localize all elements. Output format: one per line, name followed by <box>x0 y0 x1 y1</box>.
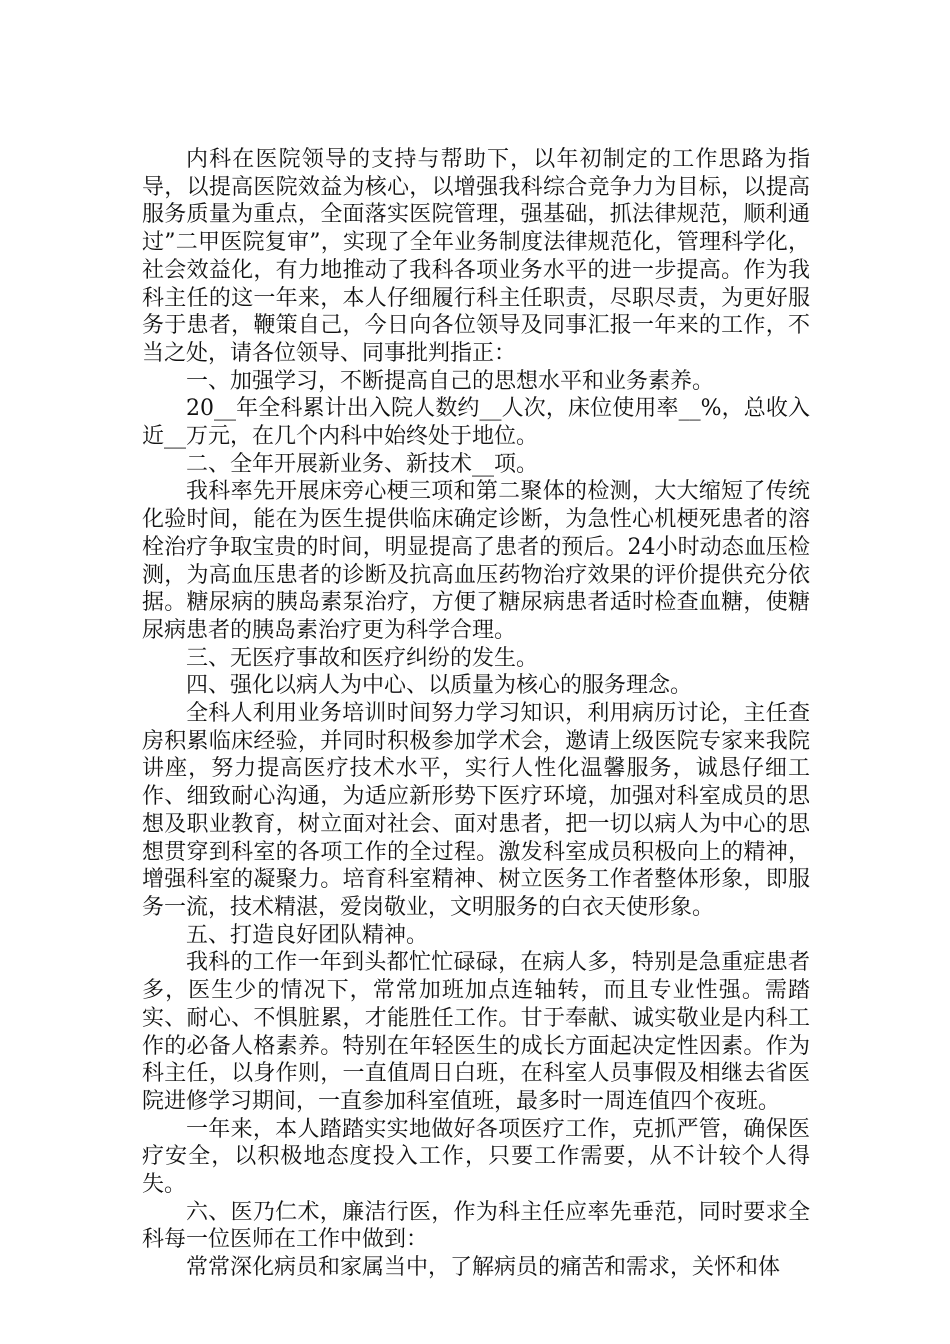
heading-section-5: 五、打造良好团队精神。 <box>186 922 429 948</box>
heading-section-3: 三、无医疗事故和医疗纠纷的发生。 <box>186 645 539 671</box>
paragraph-intro: 内科在医院领导的支持与帮助下，以年初制定的工作思路为指导，以提高医院效益为核心，以增强我科综合竞争力为目标，以提高服务质量为重点，全面落实医院管理，强基础，抓法律规范，顺利通过”二甲医院复审”，实现了全年业务制度法律规范化，管理科学化，社会效益化，有力地推动了我科各项业务水平的进一步提高。作为我科主任的这一年来，本人仔细履行科主任职责，尽职尽责，为更好服务于患者，鞭策自己，今日向各位领导及同事汇报一年来的工作，不当之处，请各位领导、同事批判指正： <box>142 147 810 366</box>
paragraph-patient-care: 常常深化病员和家属当中，了解病员的痛苦和需求，关怀和体 <box>186 1255 781 1281</box>
paragraph-year-summary: 一年来，本人踏踏实实地做好各项医疗工作，克抓严管，确保医疗安全，以积极地态度投入工作，只要工作需要，从不计较个人得失。 <box>142 1116 810 1198</box>
heading-section-4: 四、强化以病人为中心、以质量为核心的服务理念。 <box>186 673 693 699</box>
heading-section-6: 六、医乃仁术，廉洁行医，作为科主任应率先垂范，同时要求全科每一位医师在工作中做到： <box>142 1199 810 1253</box>
paragraph-team-spirit: 我科的工作一年到头都忙忙碌碌，在病人多，特别是急重症患者多，医生少的情况下，常常加班加点连轴转，而且专业性强。需踏实、耐心、不惧脏累，才能胜任工作。甘于奉献、诚实敬业是内科工作的必备人格素养。特别在年轻医生的成长方面起决定性因素。作为科主任，以身作则，一直值周日白班，在科室人员事假及相继去省医院进修学习期间，一直参加科室值班，最多时一周连值四个夜班。 <box>142 950 810 1114</box>
heading-section-1: 一、加强学习，不断提高自己的思想水平和业务素养。 <box>186 368 715 394</box>
paragraph-statistics: 20__年全科累计出入院人数约__人次，床位使用率__%，总收入近__万元，在几个内科中始终处于地位。 <box>142 396 810 450</box>
document-body <box>142 146 810 1282</box>
heading-section-2: 二、全年开展新业务、新技术__项。 <box>186 451 539 477</box>
paragraph-service-concept: 全科人利用业务培训时间努力学习知识，利用病历讨论，主任查房积累临床经验，并同时积极参加学术会，邀请上级医院专家来我院讲座，努力提高医疗技术水平，实行人性化温馨服务，诚恳仔细工作、细致耐心沟通，为适应新形势下医疗环境，加强对科室成员的思想及职业教育，树立面对社会、面对患者，把一切以病人为中心的思想贯穿到科室的各项工作的全过程。激发科室成员积极向上的精神，增强科室的凝聚力。培育科室精神、树立医务工作者整体形象，即服务一流，技术精湛，爱岗敬业，文明服务的白衣天使形象。 <box>142 701 810 920</box>
paragraph-new-techniques: 我科率先开展床旁心梗三项和第二聚体的检测，大大缩短了传统化验时间，能在为医生提供临床确定诊断，为急性心机梗死患者的溶栓治疗争取宝贵的时间，明显提高了患者的预后。24小时动态血压检测，为高血压患者的诊断及抗高血压药物治疗效果的评价提供充分依据。糖尿病的胰岛素泵治疗，方便了糖尿病患者适时检查血糖，使糖尿病患者的胰岛素治疗更为科学合理。 <box>142 479 810 643</box>
